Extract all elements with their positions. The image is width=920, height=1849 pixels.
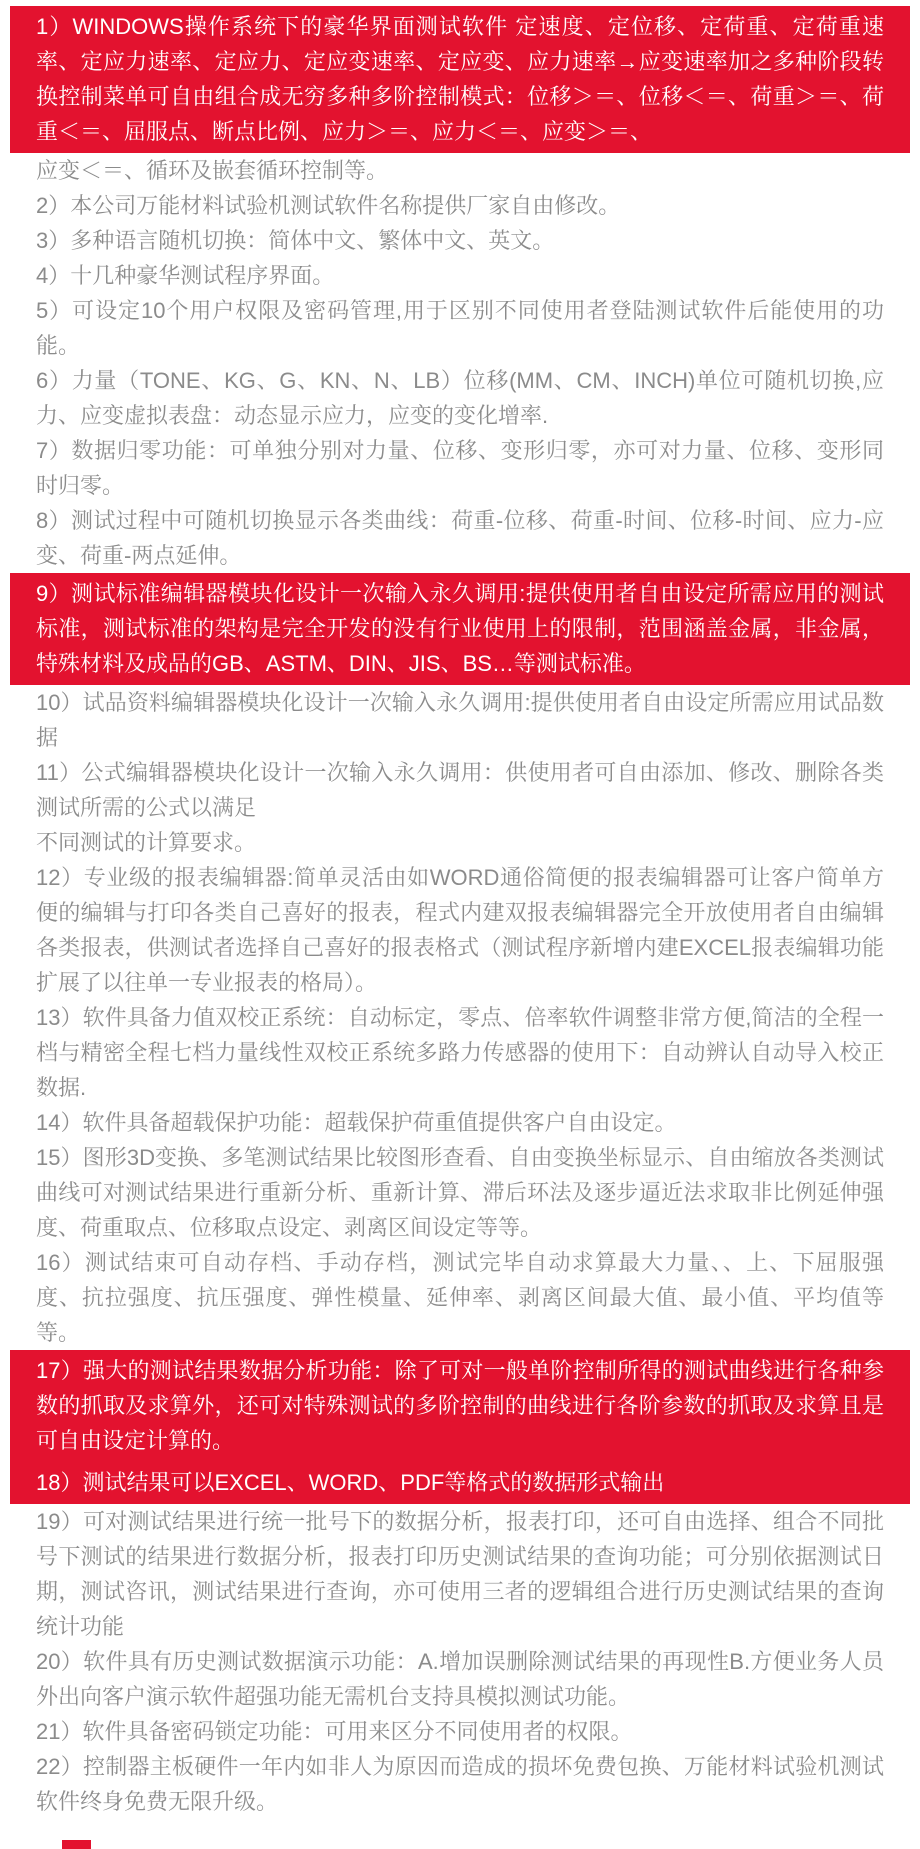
feature-paragraph-highlighted: 18）测试结果可以EXCEL、WORD、PDF等格式的数据形式输出 bbox=[10, 1462, 910, 1504]
feature-paragraph: 4）十几种豪华测试程序界面。 bbox=[36, 263, 335, 288]
feature-paragraph: 3）多种语言随机切换：简体中文、繁体中文、英文。 bbox=[36, 228, 555, 253]
feature-paragraph: 20）软件具有历史测试数据演示功能：A.增加误删除测试结果的再现性B.方便业务人员外出向客户演示软件超强功能无需机台支持具模拟测试功能。 bbox=[36, 1649, 884, 1709]
feature-paragraph: 21）软件具备密码锁定功能：可用来区分不同使用者的权限。 bbox=[36, 1719, 633, 1744]
feature-paragraph: 22）控制器主板硬件一年内如非人为原因而造成的损坏免费包换、万能材料试验机测试软件终身免费无限升级。 bbox=[36, 1754, 884, 1814]
feature-paragraph: 19）可对测试结果进行统一批号下的数据分析，报表打印，还可自由选择、组合不同批号下测试的结果进行数据分析，报表打印历史测试结果的查询功能；可分别依据测试日期，测试咨讯，测试结果进行查询，亦可使用三者的逻辑组合进行历史测试结果的查询统计功能 bbox=[36, 1509, 884, 1639]
feature-paragraphs bbox=[10, 6, 910, 1819]
feature-paragraph: 2）本公司万能材料试验机测试软件名称提供厂家自由修改。 bbox=[36, 193, 621, 218]
feature-paragraph: 应变＜＝、循环及嵌套循环控制等。 bbox=[36, 158, 389, 183]
feature-paragraph-highlighted: 1）WINDOWS操作系统下的豪华界面测试软件 定速度、定位移、定荷重、定荷重速率、定应力速率、定应力、定应变速率、定应变、应力速率→应变速率加之多种阶段转换控制菜单可自由组合成无穷多种多阶控制模式：位移＞＝、位移＜＝、荷重＞＝、荷重＜＝、屈服点、断点比例、应力＞＝、应力＜＝、应变＞＝、 bbox=[10, 6, 910, 153]
feature-paragraph: 10）试品资料编辑器模块化设计一次输入永久调用:提供使用者自由设定所需应用试品数据 bbox=[36, 690, 884, 750]
feature-paragraph: 16）测试结束可自动存档、手动存档，测试完毕自动求算最大力量、、上、下屈服强度、抗拉强度、抗压强度、弹性模量、延伸率、剥离区间最大值、最小值、平均值等等。 bbox=[36, 1250, 884, 1345]
feature-paragraph: 15）图形3D变换、多笔测试结果比较图形查看、自由变换坐标显示、自由缩放各类测试曲线可对测试结果进行重新分析、重新计算、滞后环法及逐步逼近法求取非比例延伸强度、荷重取点、位移取点设定、剥离区间设定等等。 bbox=[36, 1145, 884, 1240]
cutoff-highlight-bar bbox=[62, 1840, 91, 1849]
feature-paragraph: 7）数据归零功能：可单独分别对力量、位移、变形归零，亦可对力量、位移、变形同时归零。 bbox=[36, 438, 884, 498]
feature-paragraph: 6）力量（TONE、KG、G、KN、N、LB）位移(MM、CM、INCH)单位可随机切换,应力、应变虚拟表盘：动态显示应力，应变的变化增率. bbox=[36, 368, 884, 428]
feature-paragraph: 13）软件具备力值双校正系统：自动标定，零点、倍率软件调整非常方便,简洁的全程一档与精密全程七档力量线性双校正系统多路力传感器的使用下：自动辨认自动导入校正数据. bbox=[36, 1005, 884, 1100]
feature-paragraph: 14）软件具备超载保护功能：超载保护荷重值提供客户自由设定。 bbox=[36, 1110, 677, 1135]
feature-paragraph-highlighted: 17）强大的测试结果数据分析功能：除了可对一般单阶控制所得的测试曲线进行各种参数的抓取及求算外，还可对特殊测试的多阶控制的曲线进行各阶参数的抓取及求算且是可自由设定计算的。 bbox=[10, 1350, 910, 1462]
feature-paragraph: 12）专业级的报表编辑器:简单灵活由如WORD通俗简便的报表编辑器可让客户简单方便的编辑与打印各类自己喜好的报表，程式内建双报表编辑器完全开放使用者自由编辑各类报表，供测试者选择自己喜好的报表格式（测试程序新增内建EXCEL报表编辑功能扩展了以往单一专业报表的格局）。 bbox=[36, 865, 884, 995]
feature-paragraph: 不同测试的计算要求。 bbox=[36, 830, 257, 855]
feature-paragraph-highlighted: 9）测试标准编辑器模块化设计一次输入永久调用:提供使用者自由设定所需应用的测试标准，测试标准的架构是完全开发的没有行业使用上的限制，范围涵盖金属，非金属，特殊材料及成品的GB、ASTM、DIN、JIS、BS…等测试标准。 bbox=[10, 573, 910, 685]
feature-paragraph: 5）可设定10个用户权限及密码管理,用于区别不同使用者登陆测试软件后能使用的功能。 bbox=[36, 298, 884, 358]
feature-paragraph: 8）测试过程中可随机切换显示各类曲线：荷重-位移、荷重-时间、位移-时间、应力-应变、荷重-两点延伸。 bbox=[36, 508, 884, 568]
feature-paragraph: 11）公式编辑器模块化设计一次输入永久调用：供使用者可自由添加、修改、删除各类测试所需的公式以满足 bbox=[36, 760, 884, 820]
